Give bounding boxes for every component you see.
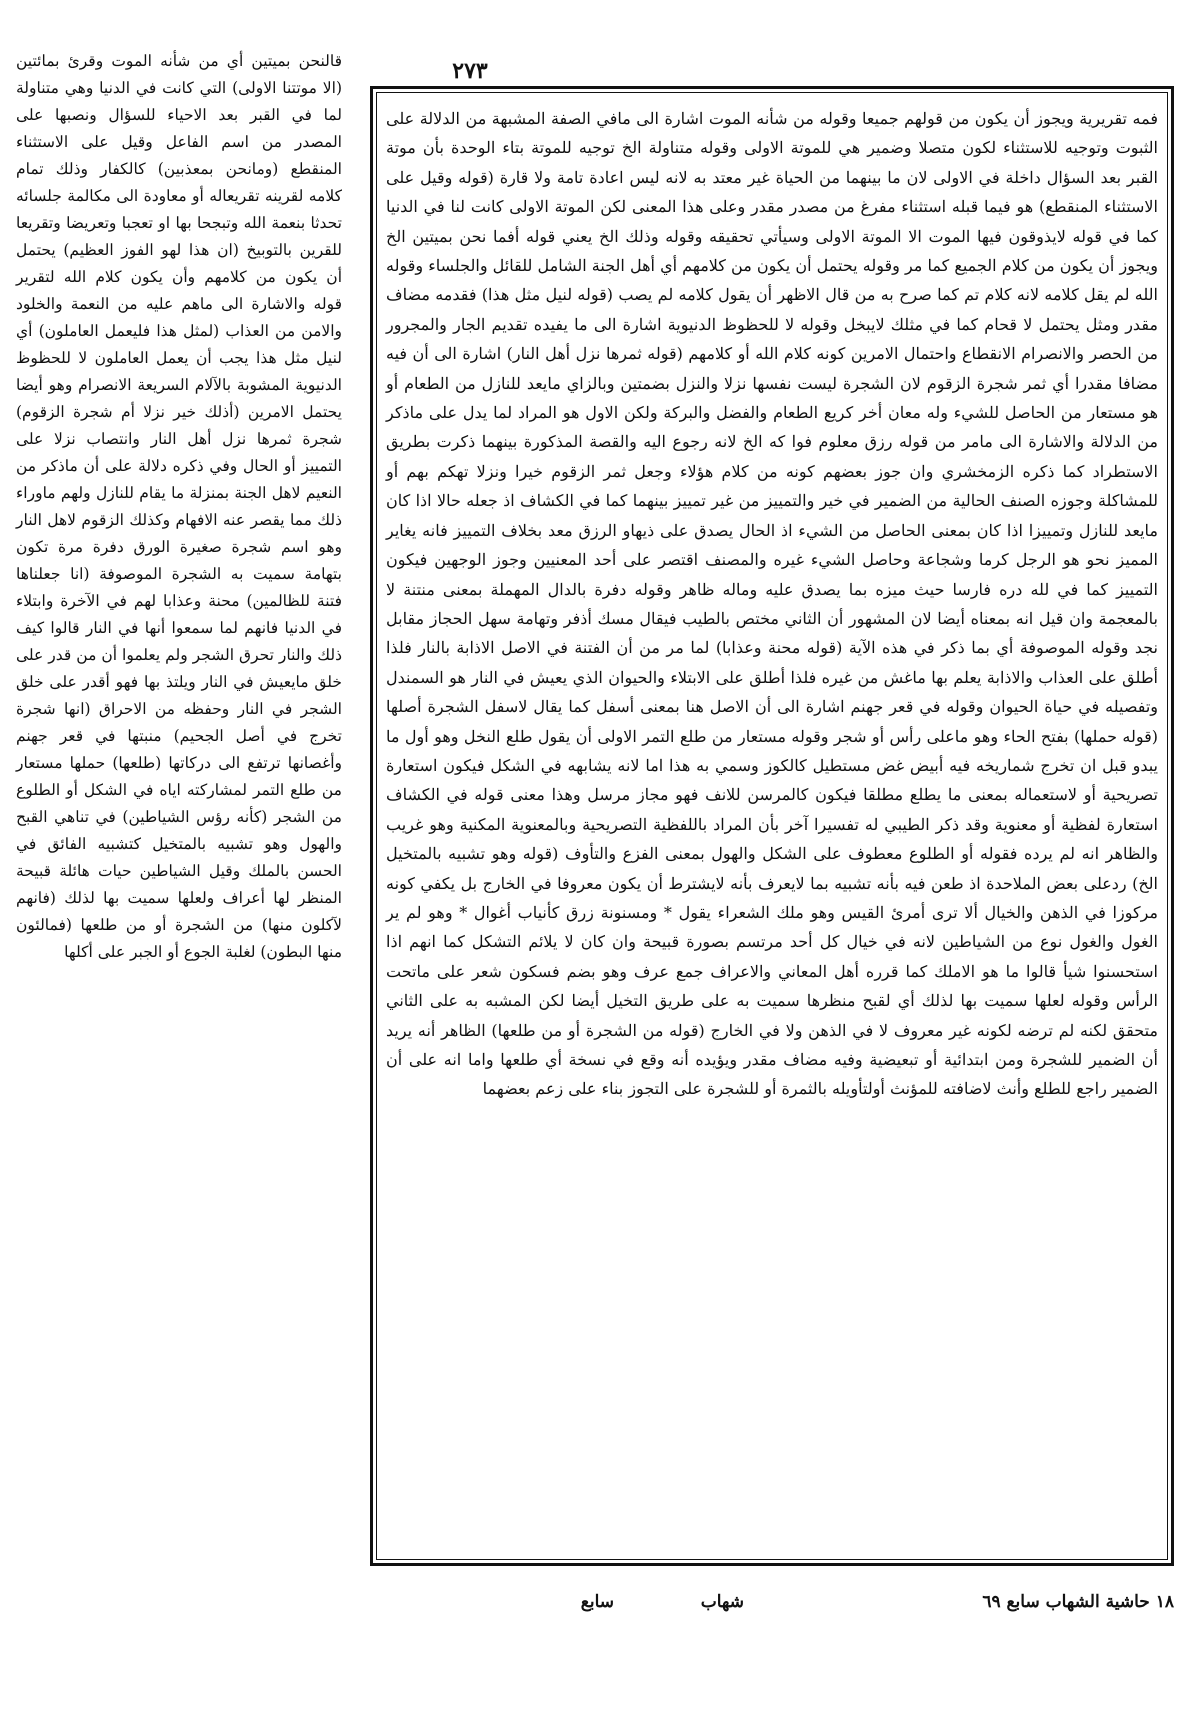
page-footer xyxy=(370,1592,1174,1622)
footer-shihab: شهاب xyxy=(700,1592,744,1612)
main-column-gloss xyxy=(386,104,1158,1548)
page-number: ٢٧٣ xyxy=(452,58,488,84)
footer-signature-text: ١٨ حاشية الشهاب سابع xyxy=(1006,1592,1174,1612)
main-paragraph: فمه تقريرية ويجوز أن يكون من قولهم جميعا وقوله من شأنه الموت اشارة الى مافي الصفة المشبهة من الدلالة على الثبوت وتوجيه للاستثناء لكون متصلا وضمير هي للموتة الاولى وقوله متناولة الخ توجيه للموتة بتاء الوحدة بأن موتة القبر بعد السؤال داخلة في الاولى لان ما بينهما من الحياة غير معتد به لانه ليس اعادة تامة ولا قارة (قوله وقيل على الاستثناء المنقطع) هو فيما قبله استثناء مفرغ من مصدر مقدر وعلى هذا المعنى لكن الموتة الاولى كانت لنا في الدنيا كما في قوله لايذوقون فيها الموت الا الموتة الاولى وسيأتي تحقيقه وقوله وذلك الخ يعني قوله أفما نحن بميتين الخ ويجوز أن يكون من كلام الجميع كما مر وقوله يحتمل أن يكون من كلامهم أي أهل الجنة الشامل للقائل والجلساء وقوله الله لم يقل كلامه لانه كلام تم كما صرح به من قال الاظهر أن يقول كلامه لم يصب (قوله لنيل مثل هذا) فقدمه مضاف مقدر ومثل يحتمل لا قحام كما في مثلك لايبخل وقوله لا للحظوظ الدنيوية اشارة الى ما يفيده تقديم الجار والمجرور من الحصر والانصرام الانقطاع واحتمال الامرين كونه كلام الله أو كلامهم (قوله ثمرها نزل أهل النار) اشارة الى أن فيه مضافا مقدرا أي ثمر شجرة الزقوم لان الشجرة ليست نفسها نزلا والنزل بضمتين وبالزاي مايعد للنازل من الطعام أو هو مستعار من الحاصل للشيء وله معان أخر كريع الطعام والفضل والبركة ولكن الاول هو المراد لما يدل على ماذكر من الدلالة والاشارة الى مامر من قوله رزق معلوم فوا كه الخ لانه رجوع اليه والقصة المذكورة بينهما ذكرت بطريق الاستطراد كما ذكره الزمخشري وان جوز بعضهم كونه من كلام هؤلاء وجعل ثمر الزقوم خيرا ونزلا تهكم بهم أو للمشاكلة وجوزه الصنف الحالية من الضمير في خير والتمييز من غير تمييز بينهما كما في الكشاف اذ جعله حالا اذا كان مايعد للنازل وتمييزا اذا كان بمعنى الحاصل من الشيء اذ الحال يصدق على ذيهاو الرزق معد بخلاف التمييز فانه يغاير المميز نحو هو الرجل كرما وشجاعة وحاصل الشيء غيره والمصنف اقتصر على أحد المعنيين وجوز الوجهين فيكون التمييز كما في لله دره فارسا حيث ميزه بما يصدق عليه وماله ظاهر وقوله دفرة بالدال المهملة بمعنى منتنة لا بالمعجمة وان قيل انه بمعناه أيضا لان المشهور أن الثاني مختص بالطيب فيقال مسك أذفر وتهامة سهل الحجاز مقابل نجد وقوله الموصوفة أي بما ذكر في هذه الآية (قوله محنة وعذابا) لما مر من أن الفتنة في الاصل الاذابة بالنار فلذا أطلق على العذاب والاذابة يعلم بها ماغش من غيره فلذا أطلق على الابتلاء والحيوان الذي يعيش في النار هو السمندل وتفصيله في حياة الحيوان وقوله في قعر جهنم اشارة الى أن الاصل هنا بمعنى أسفل كما يقال لاسفل الشجرة أصلها (قوله حملها) بفتح الحاء وهو ماعلى رأس أو شجر وقوله مستعار من طلع التمر الاولى أن يقول طلع النخل وهو أول ما يبدو قبل ان تخرج شماريخه فيه أبيض غض مستطيل كالكوز وسمي به هذا اما لانه يشابهه في الشكل فيكون استعارة تصريحية أو لاستعماله بمعنى ما يطلع مطلقا فيكون كالمرسن للانف فهو مجاز مرسل وهذا معنى قوله في الكشاف استعارة لفظية أو معنوية وقد ذكر الطيبي له تفسيرا آخر بأن المراد باللفظية التصريحية وبالمعنوية المكنية وهو غريب والظاهر انه لم يرده فقوله أو الطلوع معطوف على الشكل والهول بمعنى الفزع والتأوف (قوله وهو تشبيه بالمتخيل الخ) ردعلى بعض الملاحدة اذ طعن فيه بأنه تشبيه بما لايعرف بأنه لايشترط أن يكون معروفا في الخارج بل يكفي كونه مركوزا في الذهن والخيال ألا ترى أمرئ القيس وهو ملك الشعراء يقول * ومسنونة زرق كأنياب أغوال * وهو لم ير الغول والغول نوع من الشياطين لانه في خيال كل أحد مرتسم بصورة قبيحة وان كان لا يلائم التشكل كما انهم اذا استحسنوا شيأ قالوا ما هو الاملك كما قرره أهل المعاني والاعراف جمع عرف وهو بضم فسكون شعر على ماتحت الرأس وقوله لعلها سميت بها لذلك أي لقبح منظرها سميت به على طريق التخيل أيضا لكن المشبه به على الثاني متحقق لكنه لم ترضه لكونه غير معروف لا في الذهن ولا في الخارج (قوله من الشجرة أو من طلعها) الظاهر أنه يريد أن الضمير للشجرة ومن ابتدائية أو تبعيضية وفيه مضاف مقدر ويؤيده أنه وقع في نسخة أي طلعها واما انه على أن الضمير راجع للطلع وأنث لاضافته للمؤنث أولتأويله بالثمرة أو للشجرة على التجوز بناء على زعم بعضهما xyxy=(386,109,1159,1099)
side-column-commentary: قالنحن بميتين أي من شأنه الموت وقرئ بمائتين (الا موتتنا الاولى) التي كانت في الدنيا وهي متناولة لما في القبر بعد الاحياء للسؤال ونصبها على المصدر من اسم الفاعل وقيل على الاستثناء المنقطع (ومانحن بمعذبين) كالكفار وذلك تمام كلامه لقرينه تقريعاله أو معاودة الى مكالمة جلسائه تحدثا بنعمة الله وتبجحا بها او تعجبا وتعريضا وتقريعا للقرين بالتوبيخ (ان هذا لهو الفوز العظيم) يحتمل أن يكون من كلامهم وأن يكون كلام الله لتقرير قوله والاشارة الى ماهم عليه من النعمة والخلود والامن من العذاب (لمثل هذا فليعمل العاملون) أي لنيل مثل هذا يجب أن يعمل العاملون لا للحظوظ الدنيوية المشوبة بالآلام السريعة الانصرام وهو أيضا يحتمل الامرين (أذلك خير نزلا أم شجرة الزقوم) شجرة ثمرها نزل أهل النار وانتصاب نزلا على التمييز أو الحال وفي ذكره دلالة على أن ماذكر من النعيم لاهل الجنة بمنزلة ما يقام للنازل ولهم ماوراء ذلك مما يقصر عنه الافهام وكذلك الزقوم لاهل النار وهو اسم شجرة صغيرة الورق دفرة مرة تكون بتهامة سميت به الشجرة الموصوفة (انا جعلناها فتنة للظالمين) محنة وعذابا لهم في الآخرة وابتلاء في الدنيا فانهم لما سمعوا أنها في النار قالوا كيف ذلك والنار تحرق الشجر ولم يعلموا أن من قدر على خلق مايعيش في النار ويلتذ بها فهو أقدر على خلق الشجر في النار وحفظه من الاحراق (انها شجرة تخرج في أصل الجحيم) منبتها في قعر جهنم وأغصانها ترتفع الى دركاتها (طلعها) حملها مستعار من طلع التمر لمشاركته اياه في الشكل أو الطلوع من الشجر (كأنه رؤس الشياطين) في تناهي القبح والهول وهو تشبيه بالمتخيل كتشبيه الفائق في الحسن بالملك وقيل الشياطين حيات هائلة قبيحة المنظر لها أعراف ولعلها سميت بها لذلك (فانهم لآكلون منها) من الشجرة أو من طلعها (فمالئون منها البطون) لغلبة الجوع أو الجبر على أكلها xyxy=(16,52,342,961)
footer-signature xyxy=(982,1592,1174,1612)
footer-sheet-number: ٦٩ xyxy=(982,1592,1001,1612)
footer-sabi: سابع xyxy=(580,1592,614,1612)
